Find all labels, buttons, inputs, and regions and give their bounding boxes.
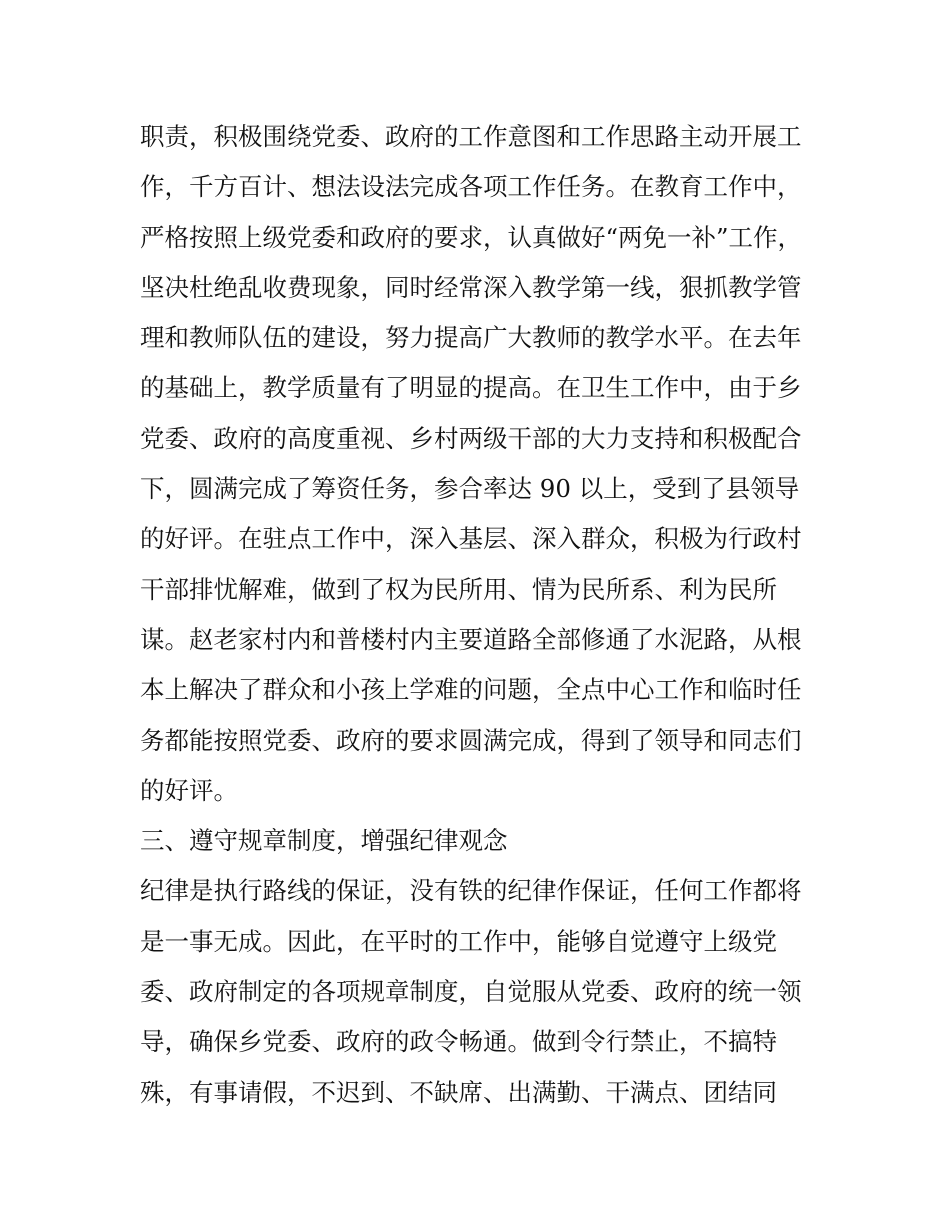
text-line: 干部排忧解难，做到了权为民所用、情为民所系、利为民所 <box>140 574 777 604</box>
text-line: 是一事无成。因此，在平时的工作中，能够自觉遵守上级党 <box>140 926 777 956</box>
document-body <box>140 112 820 1118</box>
text-line: 纪律是执行路线的保证，没有铁的纪律作保证，任何工作都将 <box>140 876 802 906</box>
text-line: 坚决杜绝乱收费现象，同时经常深入教学第一线，狠抓教学管 <box>140 272 802 302</box>
text-line: 殊，有事请假，不迟到、不缺席、出满勤、干满点、团结同 <box>140 1077 777 1107</box>
text-line: 导，确保乡党委、政府的政令畅通。做到令行禁止，不搞特 <box>140 1027 777 1057</box>
text-line: 本上解决了群众和小孩上学难的问题，全点中心工作和临时任 <box>140 675 802 705</box>
text-line: 严格按照上级党委和政府的要求，认真做好“两免一补”工作， <box>140 222 803 252</box>
text-line: 作，千方百计、想法设法完成各项工作任务。在教育工作中， <box>140 172 802 202</box>
text-line: 职责，积极围绕党委、政府的工作意图和工作思路主动开展工 <box>140 122 802 151</box>
text-line: 下，圆满完成了筹资任务，参合率达 90 以上，受到了县领导 <box>140 474 800 504</box>
text-line: 党委、政府的高度重视、乡村两级干部的大力支持和积极配合 <box>140 423 802 453</box>
text-line: 的基础上，教学质量有了明显的提高。在卫生工作中，由于乡 <box>140 373 802 403</box>
text-line: 理和教师队伍的建设，努力提高广大教师的教学水平。在去年 <box>140 323 802 353</box>
text-line: 务都能按照党委、政府的要求圆满完成，得到了领导和同志们 <box>140 725 802 755</box>
text-line: 委、政府制定的各项规章制度，自觉服从党委、政府的统一领 <box>140 977 802 1007</box>
text-line: 谋。赵老家村内和普楼村内主要道路全部修通了水泥路，从根 <box>140 624 802 654</box>
text-line: 的好评。在驻点工作中，深入基层、深入群众，积极为行政村 <box>140 524 802 554</box>
section-heading: 三、遵守规章制度，增强纪律观念 <box>140 826 508 856</box>
text-line: 的好评。 <box>140 775 238 805</box>
